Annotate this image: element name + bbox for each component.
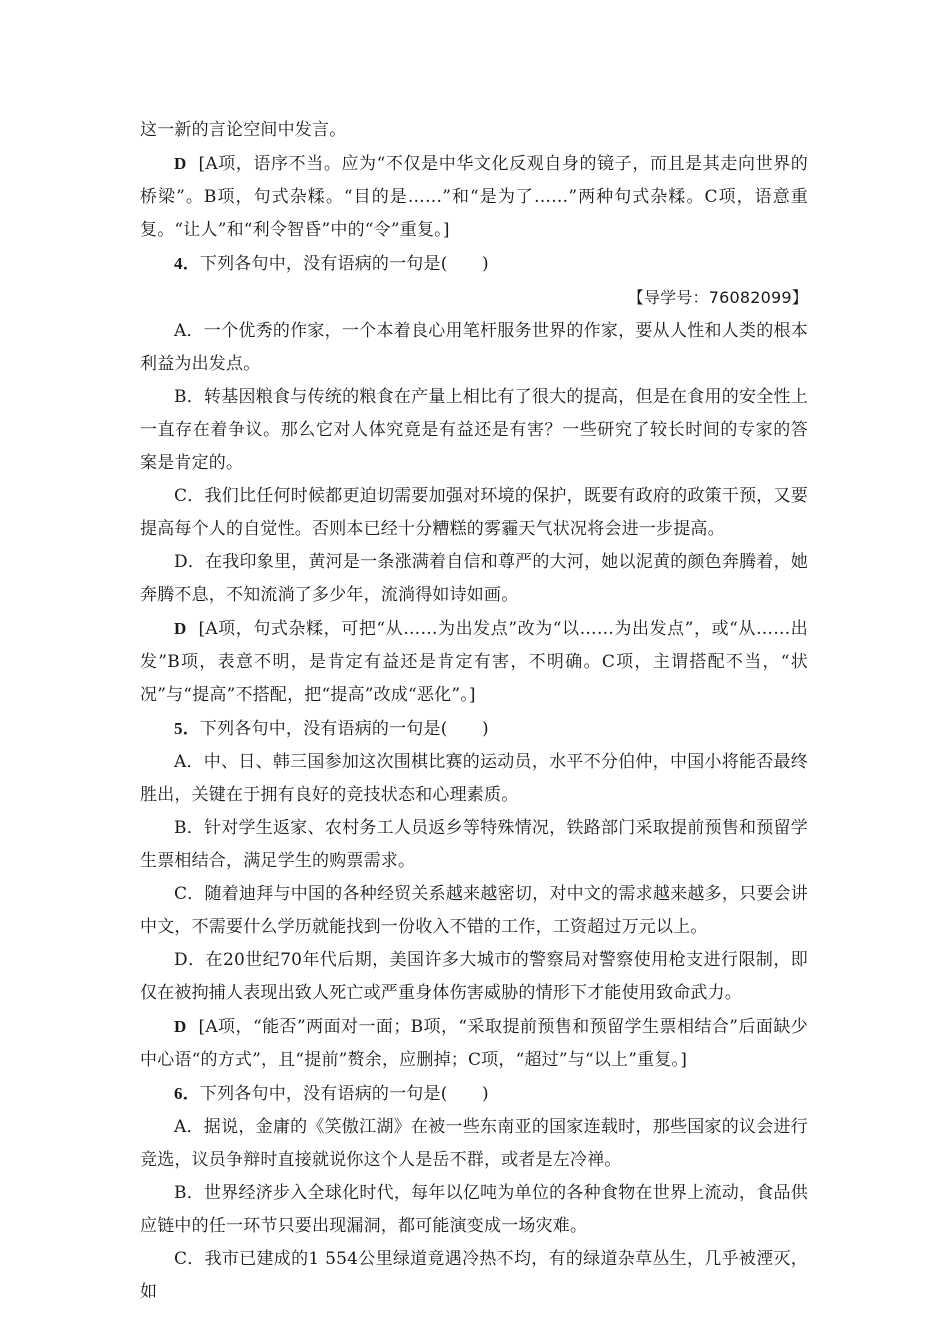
q5-option-a: A．中、日、韩三国参加这次围棋比赛的运动员，水平不分伯仲，中国小将能否最终胜出，关键在于拥有良好的竞技状态和心理素质。 [140, 752, 808, 805]
q5-option-c: C．随着迪拜与中国的各种经贸关系越来越密切，对中文的需求越来越多，只要会讲中文，不需要什么学历就能找到一份收入不错的工作，工资超过万元以上。 [140, 884, 808, 937]
q6-option-c: C．我市已建成的1 554公里绿道竟遇冷热不均，有的绿道杂草丛生，几乎被湮灭，如 [140, 1249, 808, 1302]
q6-option-a: A．据说，金庸的《笑傲江湖》在被一些东南亚的国家连载时，那些国家的议会进行竞选，议员争辩时直接就说你这个人是岳不群，或者是左冷禅。 [140, 1117, 808, 1170]
q5-answer [140, 1010, 808, 1077]
question-number: 5． [174, 719, 200, 738]
q4-option-d: D．在我印象里，黄河是一条涨满着自信和尊严的大河，她以泥黄的颜色奔腾着，她奔腾不息，不知流淌了多少年，流淌得如诗如画。 [140, 552, 808, 605]
q4-option-c: C．我们比任何时候都更迫切需要加强对环境的保护，既要有政府的政策干预，又要提高每个人的自觉性。否则本已经十分糟糕的雾霾天气状况将会进一步提高。 [140, 486, 808, 539]
q5-stem [140, 712, 808, 746]
answer-explanation: [A项，语序不当。应为“不仅是中华文化反观自身的镜子，而且是其走向世界的桥梁”。B项，句式杂糅。“目的是……”和“是为了……”两种句式杂糅。C项，语意重复。“让人”和“利令智昏”中的“令”重复。] [140, 154, 808, 240]
question-text: 下列各句中，没有语病的一句是( ) [199, 1084, 489, 1104]
q4-option-a: A．一个优秀的作家，一个本着良心用笔杆服务世界的作家，要从人性和人类的根本利益为出发点。 [140, 321, 808, 374]
q4-option-b: B．转基因粮食与传统的粮食在产量上相比有了很大的提高，但是在食用的安全性上一直存在着争议。那么它对人体究竟是有益还是有害？一些研究了较长时间的专家的答案是肯定的。 [140, 387, 808, 473]
question-text: 下列各句中，没有语病的一句是( ) [199, 719, 489, 739]
q4-answer [140, 612, 808, 712]
page-content [140, 114, 808, 1309]
q6-option-b: B．世界经济步入全球化时代，每年以亿吨为单位的各种食物在世界上流动，食品供应链中的任一环节只要出现漏洞，都可能演变成一场灾难。 [140, 1183, 808, 1236]
question-number: 4． [174, 254, 200, 273]
q6-stem [140, 1077, 808, 1111]
q3-answer [140, 147, 808, 247]
answer-letter: D [174, 154, 187, 173]
guide-number-text: 【导学号：76082099】 [627, 288, 808, 307]
q5-option-b: B．针对学生返家、农村务工人员返乡等特殊情况，铁路部门采取提前预售和预留学生票相结合，满足学生的购票需求。 [140, 818, 808, 871]
q5-option-d: D．在20世纪70年代后期，美国许多大城市的警察局对警察使用枪支进行限制，即仅在被拘捕人表现出致人死亡或严重身体伤害威胁的情形下才能使用致命武力。 [140, 950, 808, 1003]
question-number: 6． [174, 1084, 200, 1103]
continued-line: 这一新的言论空间中发言。 [140, 120, 347, 140]
guide-number [140, 281, 808, 315]
answer-letter: D [174, 1017, 187, 1036]
answer-explanation: [A项，“能否”两面对一面；B项，“采取提前预售和预留学生票相结合”后面缺少中心语“的方式”，且“提前”赘余，应删掉；C项，“超过”与“以上”重复。] [140, 1017, 808, 1070]
answer-explanation: [A项，句式杂糅，可把“从……为出发点”改为“以……为出发点”，或“从……出发”B项，表意不明，是肯定有益还是肯定有害，不明确。C项，主谓搭配不当，“状况”与“提高”不搭配，把“提高”改成“恶化”。] [140, 619, 808, 705]
answer-letter: D [174, 619, 187, 638]
question-text: 下列各句中，没有语病的一句是( ) [199, 254, 489, 274]
q4-stem [140, 247, 808, 281]
